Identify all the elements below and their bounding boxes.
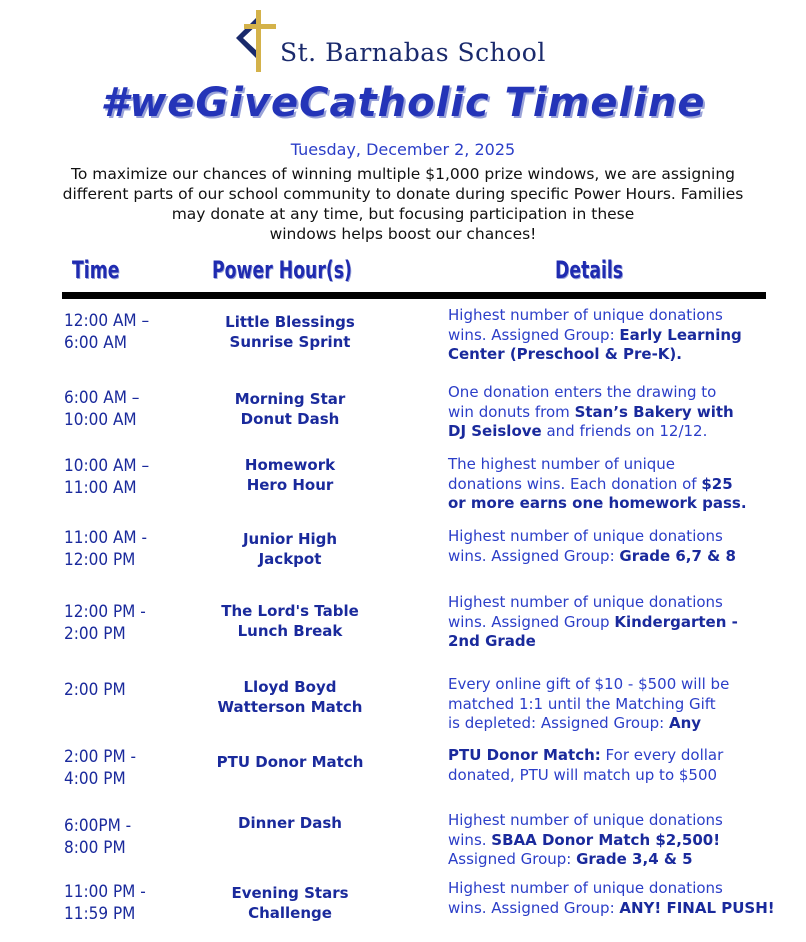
details-line — [448, 695, 798, 715]
power-hour-cell — [192, 455, 388, 495]
details-text: wins. — [448, 830, 492, 849]
time-cell — [64, 881, 154, 925]
details-text: wins. Assigned Group: — [448, 325, 620, 344]
details-text: Center (Preschool & Pre-K). — [448, 345, 682, 363]
details-cell — [448, 455, 798, 514]
details-text: Every online gift of $10 - $500 will be — [448, 675, 730, 693]
details-text: or more earns one homework pass. — [448, 494, 747, 512]
power-hour-cell — [192, 677, 388, 717]
power-hour-line: Challenge — [248, 904, 332, 922]
details-highlight: $25 — [701, 474, 733, 493]
details-line — [448, 383, 798, 403]
power-hour-line: Lunch Break — [237, 622, 343, 640]
details-text: and friends on 12/12. — [541, 422, 708, 440]
time-cell — [64, 601, 154, 645]
time-cell — [64, 679, 154, 701]
time-line: 11:00 PM - — [64, 882, 146, 902]
details-line — [448, 547, 798, 567]
power-hour-line: Sunrise Sprint — [229, 333, 351, 351]
details-cell — [448, 383, 798, 442]
time-line: 2:00 PM — [64, 624, 126, 644]
power-hour-cell — [192, 312, 388, 352]
header — [0, 0, 806, 290]
column-header-details: Details — [555, 256, 624, 284]
power-hour-line: Little Blessings — [225, 313, 355, 331]
time-line: 8:00 PM — [64, 838, 126, 858]
power-hour-line: Jackpot — [258, 550, 322, 568]
details-text: donations wins. Each donation of — [448, 474, 702, 493]
details-text: PTU Donor Match: — [448, 746, 601, 764]
details-text: Highest number of unique donations — [448, 527, 723, 545]
details-line — [448, 632, 798, 652]
power-hour-line: Donut Dash — [240, 410, 340, 428]
details-line — [448, 879, 798, 899]
time-cell — [64, 310, 154, 354]
time-line: 12:00 AM – — [64, 311, 150, 331]
time-cell — [64, 387, 154, 431]
power-hour-line: Lloyd Boyd — [243, 678, 337, 696]
power-hour-line: Homework — [244, 456, 336, 474]
time-line: 6:00PM - — [64, 816, 132, 836]
time-line: 10:00 AM — [64, 410, 137, 430]
details-text: wins. Assigned Group: — [448, 546, 620, 565]
time-line: 6:00 AM – — [64, 388, 140, 408]
time-cell — [64, 746, 154, 790]
details-text: wins. Assigned Group: — [448, 898, 620, 917]
time-cell — [64, 455, 154, 499]
details-line — [448, 766, 798, 786]
details-cell — [448, 811, 798, 870]
time-line: 11:00 AM — [64, 478, 137, 498]
power-hour-cell — [192, 529, 388, 569]
details-highlight: Stan’s Bakery with — [574, 402, 734, 421]
details-highlight: Early Learning — [619, 325, 742, 344]
power-hour-cell — [192, 389, 388, 429]
time-line: 12:00 PM — [64, 550, 136, 570]
details-line — [448, 475, 798, 495]
time-cell — [64, 527, 154, 571]
details-cell — [448, 879, 798, 918]
time-line: 2:00 PM - — [64, 747, 137, 767]
details-cell — [448, 675, 798, 734]
power-hour-cell — [192, 883, 388, 923]
details-text: matched 1:1 until the Matching Gift — [448, 694, 716, 713]
details-line — [448, 899, 798, 919]
intro-line: windows helps boost our chances! — [269, 225, 537, 243]
details-highlight: Kindergarten - — [614, 612, 738, 631]
details-text: One donation enters the drawing to — [448, 383, 717, 401]
intro-line: different parts of our school community to donate during specific Power Hours. Families — [62, 185, 744, 203]
details-line — [448, 714, 798, 734]
power-hour-line: Junior High — [242, 530, 338, 548]
details-highlight: Any — [668, 714, 702, 732]
column-header-time: Time — [72, 256, 120, 284]
details-text: Assigned Group: — [448, 850, 577, 868]
details-highlight: Grade 6,7 & 8 — [619, 546, 736, 565]
details-highlight: SBAA Donor Match $2,500! — [491, 830, 721, 849]
details-line — [448, 593, 798, 613]
school-name: St. Barnabas School — [280, 38, 546, 67]
details-cell — [448, 746, 798, 785]
details-line — [448, 455, 798, 475]
power-hour-line: Dinner Dash — [238, 814, 342, 832]
power-hour-line: Watterson Match — [217, 698, 363, 716]
details-text: The highest number of unique — [448, 455, 676, 473]
details-line — [448, 811, 798, 831]
intro-line: To maximize our chances of winning multiple $1,000 prize windows, we are assigning — [70, 165, 735, 183]
details-text: 2nd Grade — [448, 632, 536, 650]
details-cell — [448, 593, 798, 652]
details-highlight: Grade 3,4 & 5 — [576, 850, 693, 868]
details-text: Highest number of unique donations — [448, 593, 723, 611]
details-line — [448, 613, 798, 633]
time-line: 2:00 PM — [64, 680, 126, 700]
details-text: wins. Assigned Group — [448, 612, 615, 631]
cross-chevron-logo-icon — [234, 8, 278, 74]
details-text: Highest number of unique donations — [448, 306, 723, 324]
details-line — [448, 850, 798, 870]
details-text: win donuts from — [448, 402, 575, 421]
time-line: 11:59 PM — [64, 904, 136, 924]
power-hour-cell — [192, 601, 388, 641]
intro-line: may donate at any time, but focusing participation in these — [171, 205, 635, 223]
details-text: For every dollar — [600, 746, 724, 764]
power-hour-line: Morning Star — [234, 390, 346, 408]
page-title: #weGiveCatholic Timeline — [100, 80, 706, 126]
time-line: 6:00 AM — [64, 333, 127, 353]
time-line: 10:00 AM – — [64, 456, 150, 476]
details-highlight: ANY! FINAL PUSH! — [619, 898, 775, 917]
details-text: is depleted: Assigned Group: — [448, 714, 669, 732]
details-line — [448, 746, 798, 766]
details-line — [448, 326, 798, 346]
details-text: Highest number of unique donations — [448, 811, 723, 829]
column-header-power-hour: Power Hour(s) — [212, 256, 352, 284]
details-line — [448, 422, 798, 442]
power-hour-cell — [192, 752, 388, 772]
time-cell — [64, 815, 154, 859]
time-line: 11:00 AM - — [64, 528, 148, 548]
power-hour-line: PTU Donor Match — [216, 753, 364, 771]
time-line: 12:00 PM - — [64, 602, 146, 622]
details-line — [448, 831, 798, 851]
details-text: DJ Seislove — [448, 422, 542, 440]
details-line — [448, 675, 798, 695]
details-text: donated, PTU will match up to $500 — [448, 765, 718, 784]
power-hour-line: Evening Stars — [231, 884, 349, 902]
power-hour-line: Hero Hour — [246, 476, 334, 494]
event-date: Tuesday, December 2, 2025 — [290, 140, 516, 159]
details-line — [448, 494, 798, 514]
details-line — [448, 306, 798, 326]
details-cell — [448, 306, 798, 365]
intro-paragraph — [20, 164, 786, 244]
details-cell — [448, 527, 798, 566]
details-line — [448, 345, 798, 365]
time-line: 4:00 PM — [64, 769, 126, 789]
header-divider — [62, 292, 766, 299]
details-line — [448, 527, 798, 547]
details-text: Highest number of unique donations — [448, 879, 723, 897]
power-hour-cell — [192, 813, 388, 833]
power-hour-line: The Lord's Table — [221, 602, 359, 620]
details-line — [448, 403, 798, 423]
